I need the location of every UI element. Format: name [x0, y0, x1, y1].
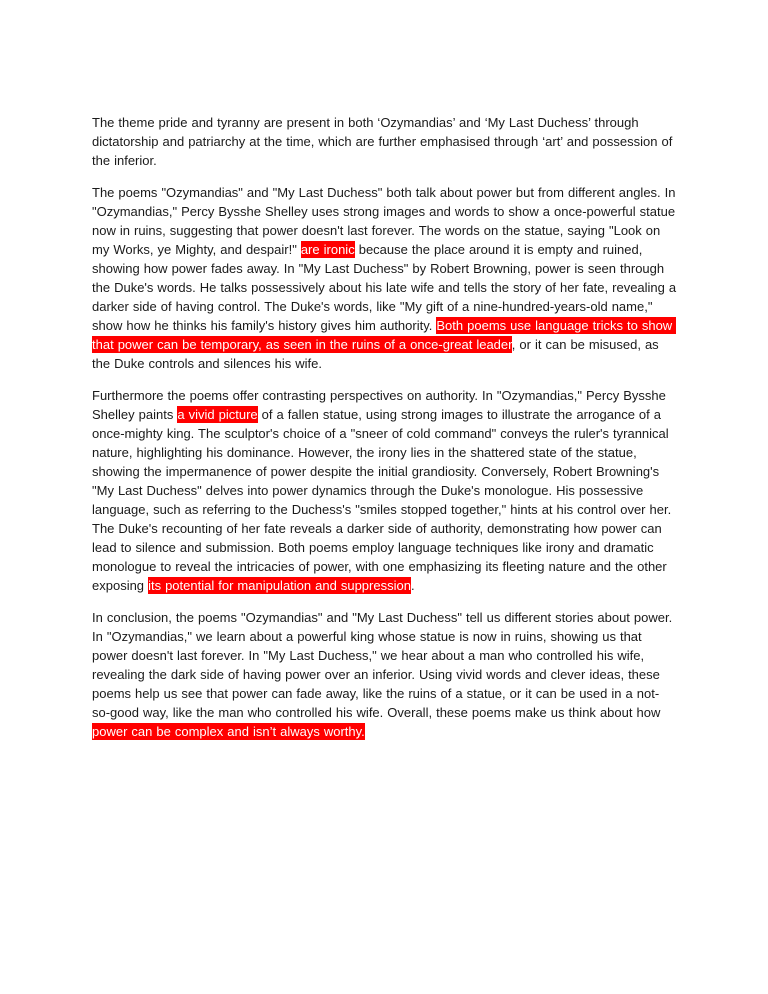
- text-run: , or it can be misused, as the Duke controls and silences his wife.: [92, 337, 663, 371]
- text-run: The poems "Ozymandias" and "My Last Duchess" both talk about power but from different angles. In "Ozymandias," Percy Bysshe Shelley uses strong images and words to show a once-powerful statue now in ruins, suggesting that power doesn't last forever. The words on the statue, saying "Look on my Works, ye Mighty, and despair!": [92, 185, 680, 257]
- paragraph: [92, 183, 681, 373]
- text-run: Furthermore the poems offer contrasting perspectives on authority. In "Ozymandias," Percy Bysshe Shelley paints: [92, 388, 670, 422]
- text-run: The theme pride and tyranny are present in both ‘Ozymandias’ and ‘My Last Duchess’ through dictatorship and patriarchy at the time, which are further emphasised through ‘art’ and possession of the inferior.: [92, 115, 677, 168]
- highlighted-text-run: are ironic: [300, 242, 355, 257]
- highlighted-text-run: Both poems use language tricks to show that power can be temporary, as seen in the ruins of a once-great leader: [92, 318, 677, 352]
- paragraph: [92, 608, 677, 741]
- text-run: of a fallen statue, using strong images to illustrate the arrogance of a once-mighty king. The sculptor's choice of a "sneer of cold command" conveys the ruler's tyrannical nature, highlighting his dominance. However, the irony lies in the shattered state of the statue, showing the impermanence of power despite the initial grandiosity. Conversely, Robert Browning's "My Last Duchess" delves into power dynamics through the Duke's monologue. His possessive language, such as referring to the Duchess's "smiles stopped together," hints at his control over her. The Duke's recounting of her fate reveals a darker side of authority, demonstrating how power can lead to silence and submission. Both poems employ language techniques like irony and dramatic monologue to reveal the intricacies of power, with one emphasizing its fleeting nature and the other exposing: [92, 407, 675, 593]
- highlighted-text-run: its potential for manipulation and suppression: [148, 578, 411, 593]
- paragraph: [92, 113, 677, 170]
- paragraph: [92, 386, 677, 595]
- text-run: because the place around it is empty and ruined, showing how power fades away. In "My Last Duchess" by Robert Browning, power is seen through the Duke's words. He talks possessively about his late wife and tells the story of her fate, revealing a darker side of having control. The Duke's words, like "My gift of a nine-hundred-years-old name," show how he thinks his family's history gives him authority.: [92, 242, 681, 333]
- text-run: In conclusion, the poems "Ozymandias" and "My Last Duchess" tell us different stories about power. In "Ozymandias," we learn about a powerful king whose statue is now in ruins, showing us that power doesn't last forever. In "My Last Duchess," we hear about a man who controlled his wife, revealing the dark side of having power over an inferior. Using vivid words and clever ideas, these poems help us see that power can fade away, like the ruins of a statue, or it can be used in a not-so-good way, like the man who controlled his wife. Overall, these poems make us think about how: [92, 610, 677, 720]
- essay-body: [92, 113, 681, 741]
- text-run: .: [410, 578, 415, 593]
- highlighted-text-run: power can be complex and isn’t always worthy.: [92, 724, 365, 739]
- highlighted-text-run: a vivid picture: [177, 407, 258, 422]
